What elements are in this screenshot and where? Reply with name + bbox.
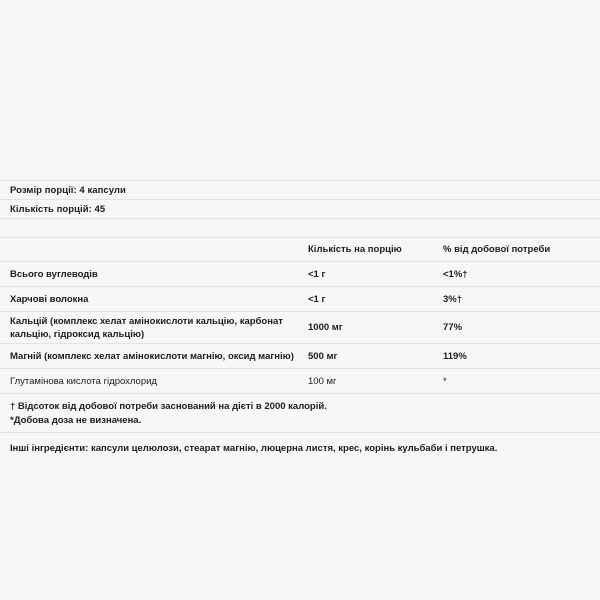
nutrient-amount: 1000 мг [308,322,343,333]
nutrient-daily-value: 119% [443,350,467,362]
table-header-row [0,237,600,261]
other-ingredients-text: Інші інгредієнти: капсули целюлози, стеарат магнію, люцерна листя, крес, корінь кульбаби і петрушка. [10,443,498,454]
nutrient-daily-value: <1%† [443,268,468,280]
header-daily-value: % від добової потреби [443,244,551,255]
footnote-no-daily-value: *Добова доза не визначена. [10,414,142,426]
serving-size-label: Розмір порції: 4 капсули [10,184,126,196]
footnotes-block [0,393,600,432]
nutrient-name: Всього вуглеводів [10,268,98,280]
nutrient-daily-value: 3%† [443,293,463,305]
nutrient-daily-value: * [443,375,447,387]
serving-size-row [0,180,600,199]
nutrient-daily-value: 77% [443,322,463,333]
nutrient-name: Магній (комплекс хелат амінокислоти магнію, оксид магнію) [10,350,294,362]
supplement-facts-panel [0,180,600,456]
header-amount-per-serving: Кількість на порцію [308,244,402,255]
servings-per-container-row [0,199,600,218]
nutrient-amount: <1 г [308,293,326,305]
nutrient-name: Глутамінова кислота гідрохлорид [10,375,157,387]
other-ingredients-block [0,432,600,456]
table-row [0,368,600,393]
table-row [0,311,600,343]
nutrient-amount: 500 мг [308,350,338,362]
table-row [0,286,600,311]
footnote-daily-value: † Відсоток від добової потреби заснований на дієті в 2000 калорій. [10,401,327,412]
servings-per-container-label: Кількість порцій: 45 [10,203,106,215]
nutrient-name: Харчові волокна [10,293,89,305]
nutrient-amount: <1 г [308,268,326,280]
table-row [0,261,600,286]
table-row [0,343,600,368]
nutrient-name: Кальцій (комплекс хелат амінокислоти кальцію, карбонат кальцію, гідроксид кальцію) [10,315,283,340]
nutrient-amount: 100 мг [308,375,337,387]
table-spacer [0,218,600,237]
